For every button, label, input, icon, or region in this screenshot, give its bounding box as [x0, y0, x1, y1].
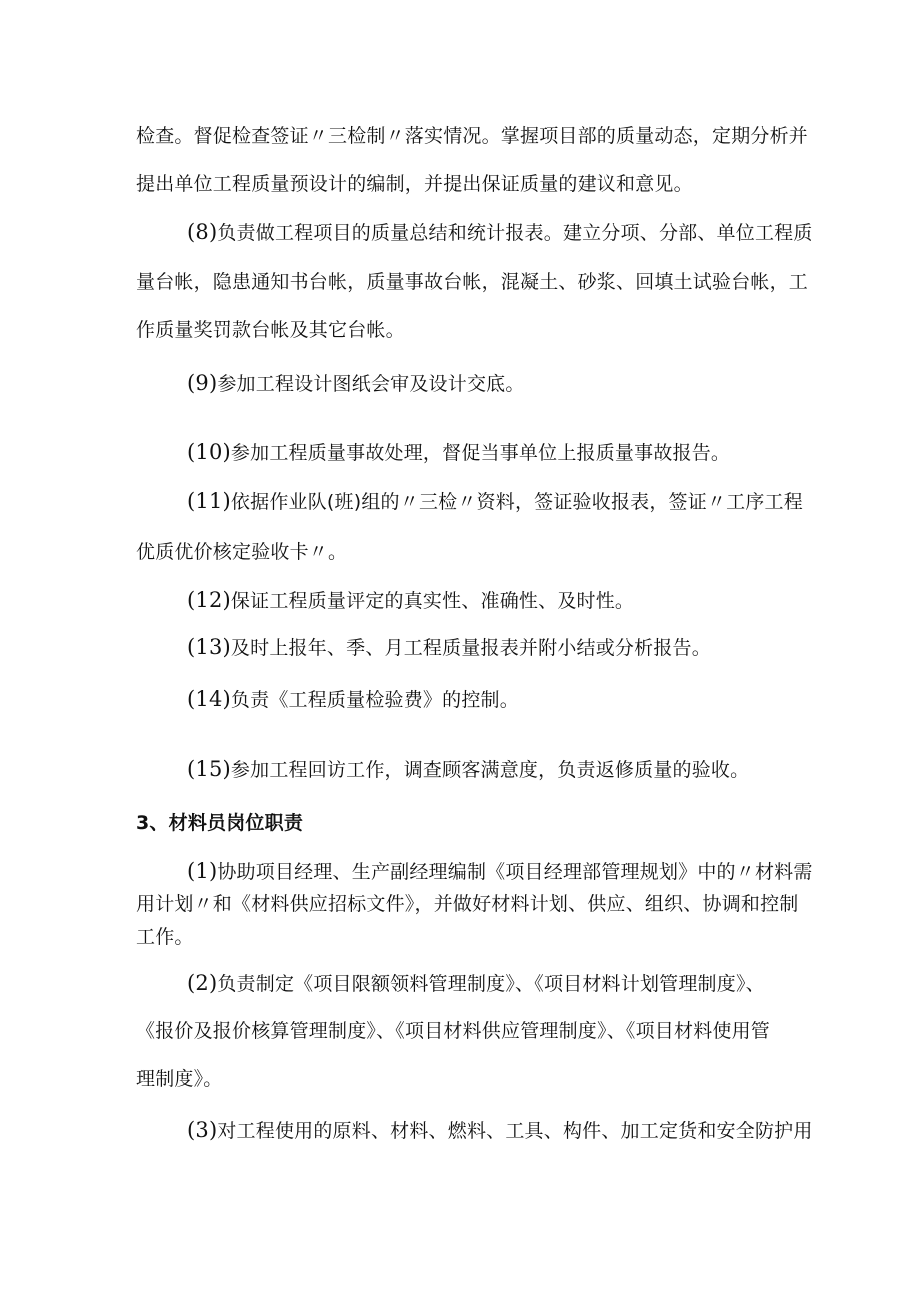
text-line: [136, 172, 693, 196]
line-text: 用计划〃和《材料供应招标文件》，并做好材料计划、供应、组织、协调和控制: [136, 893, 799, 915]
text-line: [136, 1019, 770, 1043]
list-item: [187, 220, 813, 245]
line-text: 对工程使用的原料、材料、燃料、工具、构件、加工定货和安全防护用: [217, 1120, 813, 1142]
list-item: [187, 588, 634, 613]
item-number: (14): [187, 687, 231, 711]
line-text: 检查。督促检查签证〃三检制〃落实情况。掌握项目部的质量动态，定期分析并: [136, 125, 809, 147]
list-item: [187, 371, 525, 396]
text-line: [136, 124, 808, 148]
list-item: [187, 971, 765, 996]
item-number: (10): [187, 440, 231, 464]
item-number: (15): [187, 757, 231, 781]
list-item: [187, 1118, 813, 1143]
text-line: [136, 1067, 223, 1091]
line-text: 负责《工程质量检验费》的控制。: [230, 689, 519, 711]
item-number: (13): [187, 635, 231, 659]
list-item: [187, 757, 749, 782]
line-text: 作质量奖罚款台帐及其它台帐。: [136, 319, 405, 341]
line-text: 参加工程回访工作，调查顾客满意度，负责返修质量的验收。: [230, 759, 750, 781]
line-text: 工作。: [136, 926, 194, 948]
item-number: (1): [187, 859, 218, 883]
list-item: [187, 440, 730, 465]
line-text: 优质优价核定验收卡〃。: [136, 541, 348, 563]
line-text: 负责制定《项目限额领料管理制度》、《项目材料计划管理制度》、: [217, 973, 765, 995]
item-number: (9): [187, 371, 218, 395]
line-text: 协助项目经理、生产副经理编制《项目经理部管理规划》中的〃材料需: [217, 861, 813, 883]
text-line: [136, 270, 808, 294]
line-text: 负责做工程项目的质量总结和统计报表。建立分项、分部、单位工程质: [217, 222, 813, 244]
line-text: 理制度》。: [136, 1068, 223, 1090]
section-heading: [136, 811, 303, 835]
item-number: (3): [187, 1118, 218, 1142]
list-item: [187, 635, 711, 660]
line-text: 依据作业队(班)组的〃三检〃资料，签证验收报表，签证〃工序工程: [230, 491, 803, 513]
line-text: 《报价及报价核算管理制度》、《项目材料供应管理制度》、《项目材料使用管: [136, 1020, 771, 1042]
item-number: (12): [187, 588, 231, 612]
line-text: 及时上报年、季、月工程质量报表并附小结或分析报告。: [230, 637, 711, 659]
item-number: (2): [187, 971, 218, 995]
line-text: 保证工程质量评定的真实性、准确性、及时性。: [230, 590, 635, 612]
list-item: [187, 687, 519, 712]
list-item: [187, 859, 813, 884]
text-line: [136, 892, 799, 916]
text-line: [136, 318, 405, 342]
text-line: [136, 925, 194, 949]
item-number: (8): [187, 220, 218, 244]
heading-text: 3、材料员岗位职责: [136, 812, 304, 834]
line-text: 提出单位工程质量预设计的编制，并提出保证质量的建议和意见。: [136, 173, 693, 195]
text-line: [136, 540, 347, 564]
list-item: [187, 489, 803, 514]
line-text: 参加工程质量事故处理，督促当事单位上报质量事故报告。: [230, 442, 731, 464]
line-text: 参加工程设计图纸会审及设计交底。: [217, 373, 525, 395]
item-number: (11): [187, 489, 231, 513]
line-text: 量台帐，隐患通知书台帐，质量事故台帐，混凝土、砂浆、回填土试验台帐，工: [136, 271, 809, 293]
